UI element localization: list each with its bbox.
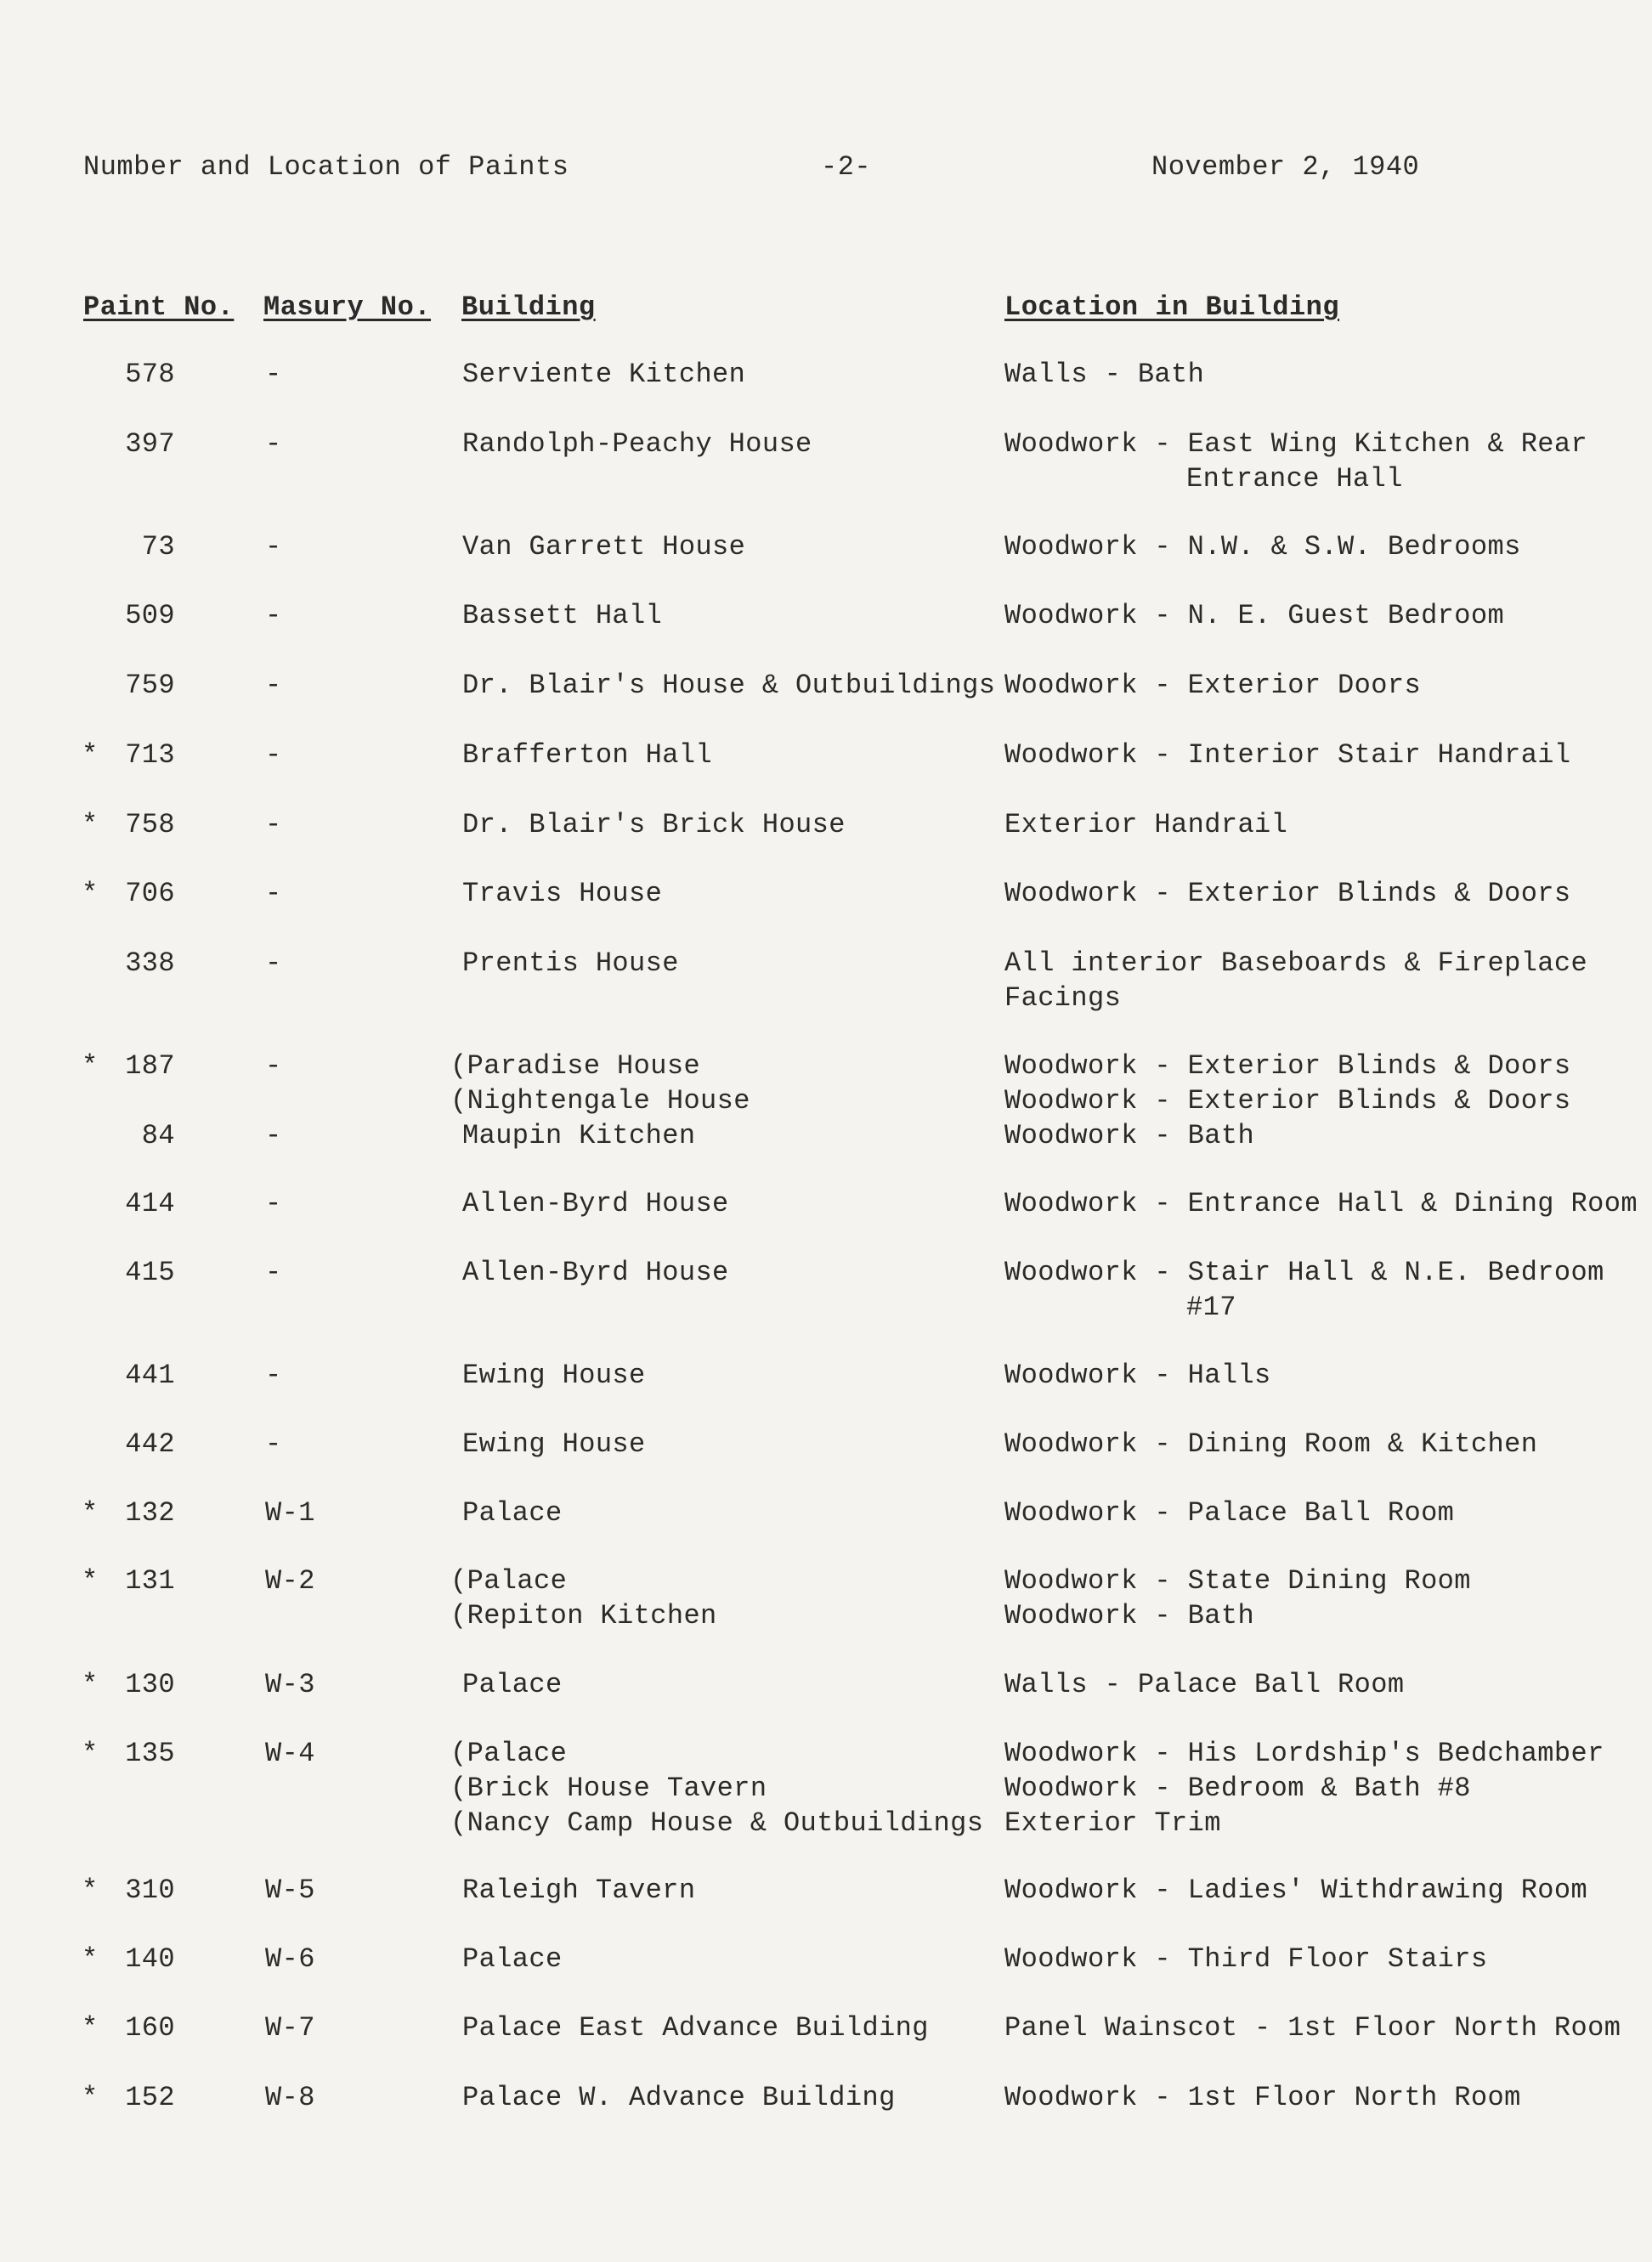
paint-number-cell: [82, 357, 175, 392]
location-cell: [1004, 1186, 1638, 1221]
paint-number-cell: [82, 1255, 175, 1290]
masury-number-cell: W-4: [265, 1738, 315, 1769]
building-cell: [450, 1186, 729, 1221]
location-cell: [1004, 529, 1521, 564]
asterisk-mark: *: [82, 2012, 99, 2044]
building-name: Raleigh Tavern: [462, 1875, 696, 1906]
building-cell: [450, 738, 712, 772]
asterisk-mark: *: [82, 1738, 99, 1769]
paint-number-cell: [82, 1736, 175, 1771]
masury-number-cell: W-8: [265, 2082, 315, 2113]
masury-number-cell: -: [265, 809, 282, 840]
document-title: Number and Location of Paints: [83, 151, 569, 183]
asterisk-mark: *: [82, 1050, 99, 1082]
building-cell: [450, 1255, 729, 1290]
location-text: Woodwork - 1st Floor North Room: [1004, 2082, 1521, 2113]
paint-number: 338: [125, 947, 175, 979]
building-cell: [450, 2010, 929, 2045]
location-text: Woodwork - N. E. Guest Bedroom: [1004, 600, 1505, 631]
building-cell: [450, 1942, 563, 1976]
paint-number-cell: [82, 1667, 175, 1702]
building-name: (Repiton Kitchen: [450, 1600, 717, 1631]
masury-number-cell: -: [265, 1428, 282, 1460]
masury-number-cell: W-1: [265, 1497, 315, 1529]
paint-number-cell: [82, 738, 175, 772]
location-text: Woodwork - Bath: [1004, 1120, 1255, 1151]
masury-number-cell: -: [265, 1188, 282, 1219]
paint-number: 713: [125, 739, 175, 771]
building-name: (Palace: [450, 1738, 568, 1769]
page-number: -2-: [821, 151, 872, 183]
masury-number-cell: W-3: [265, 1669, 315, 1700]
building-name: Dr. Blair's House & Outbuildings: [462, 670, 996, 701]
paint-number-cell: [82, 1049, 175, 1083]
location-text: Woodwork - State Dining Room: [1004, 1565, 1471, 1597]
masury-number-cell: -: [265, 531, 282, 563]
location-text: Panel Wainscot - 1st Floor North Room: [1004, 2012, 1621, 2044]
paint-number-cell: [82, 427, 175, 461]
column-header-building: Building: [461, 291, 596, 323]
location-text: Walls - Palace Ball Room: [1004, 1669, 1405, 1700]
masury-number-cell: -: [265, 428, 282, 460]
location-text: All interior Baseboards & Fireplace: [1004, 947, 1588, 979]
building-cell: [450, 529, 745, 564]
building-cell: [450, 1873, 695, 1908]
paint-number-cell: [82, 1358, 175, 1393]
location-cell: [1004, 2080, 1521, 2115]
masury-number-cell: -: [265, 1257, 282, 1288]
paint-number: 187: [125, 1050, 175, 1082]
paint-number-cell: [82, 1118, 175, 1153]
building-name: Brafferton Hall: [462, 739, 713, 771]
building-name: (Palace: [450, 1565, 568, 1597]
masury-number-cell: -: [265, 739, 282, 771]
paint-number-cell: [82, 2080, 175, 2115]
asterisk-mark: *: [82, 1875, 99, 1906]
building-name: Allen-Byrd House: [462, 1188, 729, 1219]
building-cell: [450, 1667, 563, 1702]
building-name: Palace W. Advance Building: [462, 2082, 896, 2113]
location-cell: [1004, 1564, 1471, 1633]
building-name: Palace: [462, 1669, 563, 1700]
building-name: (Nightengale House: [450, 1085, 750, 1117]
page-header: [83, 151, 1477, 189]
column-header-masury-no: Masury No.: [263, 291, 432, 323]
location-text: Woodwork - Entrance Hall & Dining Room: [1004, 1188, 1638, 1219]
masury-number-cell: -: [265, 1050, 282, 1082]
location-cell: [1004, 876, 1571, 911]
building-name: Bassett Hall: [462, 600, 663, 631]
building-name: (Brick House Tavern: [450, 1773, 767, 1804]
building-name: Palace: [462, 1943, 563, 1975]
location-text: Woodwork - Bedroom & Bath #8: [1004, 1773, 1471, 1804]
paint-number: 73: [141, 531, 175, 563]
paint-number: 160: [125, 2012, 175, 2044]
location-text: Woodwork - N.W. & S.W. Bedrooms: [1004, 531, 1521, 563]
location-text: Woodwork - Third Floor Stairs: [1004, 1943, 1488, 1975]
location-cell: [1004, 1358, 1271, 1393]
paint-number-cell: [82, 1564, 175, 1598]
location-cell: [1004, 807, 1287, 842]
location-cell: [1004, 598, 1504, 633]
paint-number: 441: [125, 1360, 175, 1391]
building-name: Dr. Blair's Brick House: [462, 809, 846, 840]
paint-number-cell: [82, 946, 175, 981]
building-name: Ewing House: [462, 1360, 646, 1391]
building-cell: [450, 357, 745, 392]
paint-number: 310: [125, 1875, 175, 1906]
building-cell: [450, 427, 812, 461]
paint-number: 397: [125, 428, 175, 460]
masury-number-cell: W-7: [265, 2012, 315, 2044]
paint-number: 758: [125, 809, 175, 840]
location-text: Woodwork - Exterior Blinds & Doors: [1004, 1050, 1571, 1082]
building-cell: [450, 946, 679, 981]
masury-number-cell: -: [265, 359, 282, 390]
location-text: Walls - Bath: [1004, 359, 1205, 390]
location-cell: [1004, 1255, 1604, 1325]
paint-number: 130: [125, 1669, 175, 1700]
location-cell: [1004, 1942, 1488, 1976]
building-name: Palace: [462, 1497, 563, 1529]
building-name: Palace East Advance Building: [462, 2012, 929, 2044]
paint-number-cell: [82, 1496, 175, 1530]
location-cell: [1004, 668, 1421, 703]
paint-number: 131: [125, 1565, 175, 1597]
column-header-location: Location in Building: [1004, 291, 1340, 323]
paint-number-cell: [82, 1942, 175, 1976]
location-cell: [1004, 1873, 1587, 1908]
asterisk-mark: *: [82, 1669, 99, 1700]
building-cell: [450, 1358, 646, 1393]
building-name: Serviente Kitchen: [462, 359, 746, 390]
building-cell: [450, 807, 846, 842]
building-name: Prentis House: [462, 947, 679, 979]
building-cell: [450, 1118, 695, 1153]
location-text: Entrance Hall: [1186, 463, 1403, 495]
paint-number: 414: [125, 1188, 175, 1219]
paint-number: 509: [125, 600, 175, 631]
masury-number-cell: -: [265, 947, 282, 979]
asterisk-mark: *: [82, 1565, 99, 1597]
building-cell: [450, 2080, 896, 2115]
paint-number: 140: [125, 1943, 175, 1975]
paint-number: 759: [125, 670, 175, 701]
masury-number-cell: -: [265, 600, 282, 631]
paint-number-cell: [82, 1186, 175, 1221]
paint-number-cell: [82, 807, 175, 842]
location-text: Woodwork - His Lordship's Bedchamber: [1004, 1738, 1604, 1769]
building-cell: [450, 1049, 750, 1118]
paint-number: 84: [141, 1120, 175, 1151]
masury-number-cell: W-2: [265, 1565, 315, 1597]
building-cell: [450, 1496, 563, 1530]
location-cell: [1004, 1049, 1571, 1118]
asterisk-mark: *: [82, 809, 99, 840]
location-text: Woodwork - Exterior Doors: [1004, 670, 1422, 701]
paint-number-cell: [82, 598, 175, 633]
paint-number-cell: [82, 529, 175, 564]
building-name: Van Garrett House: [462, 531, 746, 563]
building-name: (Paradise House: [450, 1050, 701, 1082]
paint-number-cell: [82, 1873, 175, 1908]
location-text: Woodwork - Stair Hall & N.E. Bedroom: [1004, 1257, 1604, 1288]
paint-number: 442: [125, 1428, 175, 1460]
building-cell: [450, 598, 662, 633]
paint-number: 578: [125, 359, 175, 390]
location-text: Exterior Trim: [1004, 1807, 1221, 1839]
location-text: Woodwork - Ladies' Withdrawing Room: [1004, 1875, 1588, 1906]
building-name: Travis House: [462, 878, 663, 909]
paint-number-cell: [82, 668, 175, 703]
building-name: Allen-Byrd House: [462, 1257, 729, 1288]
location-text: Woodwork - Exterior Blinds & Doors: [1004, 878, 1571, 909]
building-name: Randolph-Peachy House: [462, 428, 812, 460]
location-text: Woodwork - Exterior Blinds & Doors: [1004, 1085, 1571, 1117]
location-cell: [1004, 1667, 1404, 1702]
masury-number-cell: W-6: [265, 1943, 315, 1975]
document-date: November 2, 1940: [1151, 151, 1420, 183]
location-text: Woodwork - East Wing Kitchen & Rear: [1004, 428, 1588, 460]
location-text: Woodwork - Interior Stair Handrail: [1004, 739, 1571, 771]
paint-number: 706: [125, 878, 175, 909]
building-name: (Nancy Camp House & Outbuildings: [450, 1807, 984, 1839]
masury-number-cell: -: [265, 1120, 282, 1151]
masury-number-cell: W-5: [265, 1875, 315, 1906]
paint-number: 132: [125, 1497, 175, 1529]
location-cell: [1004, 2010, 1621, 2045]
location-cell: [1004, 1427, 1537, 1462]
asterisk-mark: *: [82, 1497, 99, 1529]
masury-number-cell: -: [265, 878, 282, 909]
building-name: Maupin Kitchen: [462, 1120, 696, 1151]
location-cell: [1004, 1496, 1454, 1530]
location-text: Facings: [1004, 982, 1122, 1014]
paint-number: 152: [125, 2082, 175, 2113]
building-cell: [450, 1564, 717, 1633]
location-cell: [1004, 1118, 1254, 1153]
building-cell: [450, 876, 662, 911]
location-cell: [1004, 1736, 1604, 1841]
location-text: Exterior Handrail: [1004, 809, 1288, 840]
paint-number-cell: [82, 2010, 175, 2045]
asterisk-mark: *: [82, 878, 99, 909]
asterisk-mark: *: [82, 1943, 99, 1975]
asterisk-mark: *: [82, 2082, 99, 2113]
location-text: Woodwork - Halls: [1004, 1360, 1271, 1391]
building-cell: [450, 1736, 983, 1841]
location-text: Woodwork - Bath: [1004, 1600, 1255, 1631]
building-cell: [450, 668, 995, 703]
building-name: Ewing House: [462, 1428, 646, 1460]
paint-number-cell: [82, 1427, 175, 1462]
column-header-paint-no: Paint No.: [83, 291, 235, 323]
masury-number-cell: -: [265, 670, 282, 701]
masury-number-cell: -: [265, 1360, 282, 1391]
location-text: #17: [1186, 1292, 1236, 1323]
paint-number: 135: [125, 1738, 175, 1769]
building-cell: [450, 1427, 646, 1462]
location-cell: [1004, 427, 1587, 496]
location-cell: [1004, 946, 1587, 1015]
location-text: Woodwork - Dining Room & Kitchen: [1004, 1428, 1538, 1460]
location-cell: [1004, 738, 1571, 772]
location-cell: [1004, 357, 1204, 392]
paint-number-cell: [82, 876, 175, 911]
asterisk-mark: *: [82, 739, 99, 771]
paint-number: 415: [125, 1257, 175, 1288]
location-text: Woodwork - Palace Ball Room: [1004, 1497, 1455, 1529]
